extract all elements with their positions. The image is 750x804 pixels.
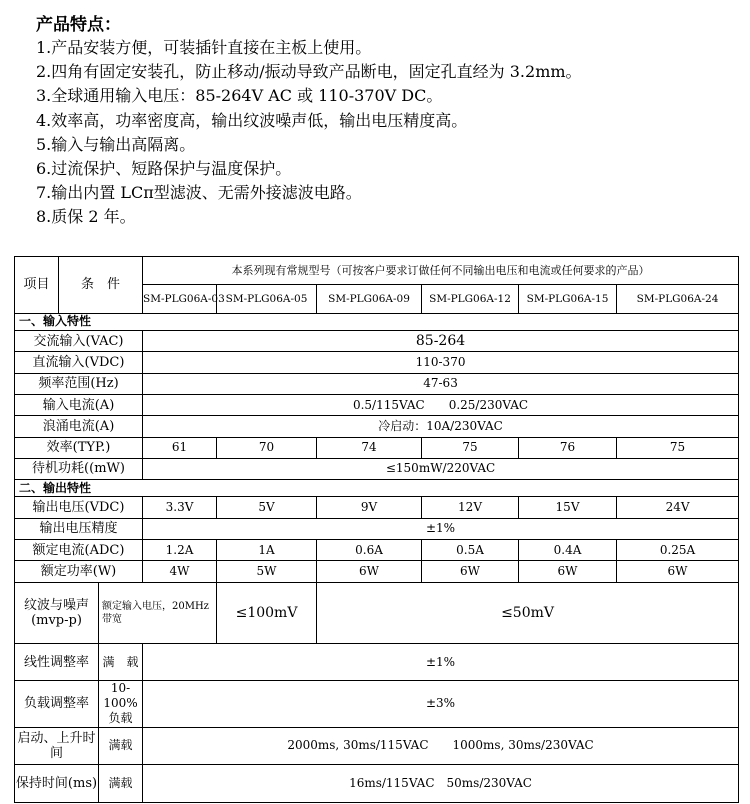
- table-row: [15, 313, 739, 330]
- dc-input-value: 110-370: [143, 352, 739, 373]
- efficiency-value: 75: [422, 437, 519, 458]
- standby-label: 待机功耗((mW): [15, 458, 143, 479]
- rated-power-value: 5W: [217, 561, 317, 582]
- startup-time-label: 启动、上升时 间: [15, 727, 99, 765]
- ac-input-label: 交流输入(VAC): [15, 331, 143, 352]
- header-series-desc: 本系列现有常规型号（可按客户要求订做任何不同输出电压和电流或任何要求的产品）: [143, 257, 739, 285]
- rated-current-value: 0.6A: [317, 539, 422, 560]
- model-cell: SM-PLG06A-09: [317, 285, 422, 313]
- model-cell: SM-PLG06A-05: [217, 285, 317, 313]
- efficiency-value: 61: [143, 437, 217, 458]
- rated-current-value: 1.2A: [143, 539, 217, 560]
- feature-item: 8.质保 2 年。: [36, 207, 136, 227]
- header-item: 项目: [15, 257, 59, 314]
- input-current-value: 0.5/115VAC 0.25/230VAC: [143, 394, 739, 415]
- hold-time-value: 16ms/115VAC 50ms/230VAC: [143, 765, 739, 803]
- output-voltage-value: 15V: [519, 497, 617, 518]
- rated-current-value: 0.25A: [617, 539, 739, 560]
- table-row: [15, 394, 739, 415]
- load-regulation-condition: 10-100%负载: [99, 681, 143, 728]
- model-cell: SM-PLG06A-03: [143, 285, 217, 313]
- table-row: [15, 518, 739, 539]
- output-voltage-label: 输出电压(VDC): [15, 497, 143, 518]
- output-voltage-value: 9V: [317, 497, 422, 518]
- efficiency-value: 70: [217, 437, 317, 458]
- table-row: [15, 480, 739, 497]
- startup-time-value: 2000ms, 30ms/115VAC 1000ms, 30ms/230VAC: [143, 727, 739, 765]
- rated-power-value: 6W: [519, 561, 617, 582]
- table-row: [15, 257, 739, 285]
- feature-item: 6.过流保护、短路保护与温度保护。: [36, 158, 292, 178]
- table-row: [15, 331, 739, 352]
- freq-value: 47-63: [143, 373, 739, 394]
- line-regulation-label: 线性调整率: [15, 644, 99, 681]
- table-row: [15, 352, 739, 373]
- efficiency-value: 75: [617, 437, 739, 458]
- input-current-label: 输入电流(A): [15, 394, 143, 415]
- feature-item: 2.四角有固定安装孔，防止移动/振动导致产品断电，固定孔直经为 3.2mm。: [36, 62, 582, 82]
- rated-current-value: 1A: [217, 539, 317, 560]
- table-row: [15, 539, 739, 560]
- startup-time-condition: 满载: [99, 727, 143, 765]
- rated-current-label: 额定电流(ADC): [15, 539, 143, 560]
- output-voltage-value: 3.3V: [143, 497, 217, 518]
- table-row: [15, 582, 739, 644]
- ripple-label: 纹波与噪声(mvp-p): [15, 582, 99, 644]
- hold-time-condition: 满载: [99, 765, 143, 803]
- rated-power-value: 6W: [617, 561, 739, 582]
- ripple-condition: 额定输入电压，20MHz 带宽: [99, 582, 217, 644]
- ripple-low-value: ≤100mV: [217, 582, 317, 644]
- ac-input-value: 85-264: [143, 331, 739, 352]
- table-row: [15, 765, 739, 803]
- rated-current-value: 0.5A: [422, 539, 519, 560]
- rated-power-value: 6W: [422, 561, 519, 582]
- table-row: [15, 561, 739, 582]
- rated-power-value: 4W: [143, 561, 217, 582]
- spec-table: [14, 256, 739, 803]
- feature-item: 4.效率高，功率密度高，输出纹波噪声低，输出电压精度高。: [36, 110, 468, 130]
- table-row: [15, 373, 739, 394]
- output-voltage-value: 12V: [422, 497, 519, 518]
- table-row: [15, 727, 739, 765]
- output-voltage-value: 5V: [217, 497, 317, 518]
- rated-power-label: 额定功率(W): [15, 561, 143, 582]
- load-regulation-value: ±3%: [143, 681, 739, 728]
- efficiency-value: 76: [519, 437, 617, 458]
- efficiency-value: 74: [317, 437, 422, 458]
- table-row: [15, 644, 739, 681]
- feature-item: 7.输出内置 LCπ型滤波、无需外接滤波电路。: [36, 183, 362, 203]
- header-condition: 条 件: [59, 257, 143, 314]
- load-regulation-label: 负载调整率: [15, 681, 99, 728]
- table-row: [15, 681, 739, 728]
- table-row: [15, 497, 739, 518]
- efficiency-label: 效率(TYP.): [15, 437, 143, 458]
- inrush-value: 冷启动：10A/230VAC: [143, 416, 739, 437]
- rated-current-value: 0.4A: [519, 539, 617, 560]
- section-output: 二、输出特性: [15, 480, 739, 497]
- model-cell: SM-PLG06A-24: [617, 285, 739, 313]
- accuracy-label: 输出电压精度: [15, 518, 143, 539]
- output-voltage-value: 24V: [617, 497, 739, 518]
- freq-label: 频率范围(Hz): [15, 373, 143, 394]
- ripple-high-value: ≤50mV: [317, 582, 739, 644]
- product-features: [36, 14, 582, 230]
- hold-time-label: 保持时间(ms): [15, 765, 99, 803]
- feature-item: 1.产品安装方便，可装插针直接在主板上使用。: [36, 38, 372, 57]
- table-row: [15, 416, 739, 437]
- standby-value: ≤150mW/220VAC: [143, 458, 739, 479]
- table-row: [15, 458, 739, 479]
- features-title: 产品特点：: [36, 15, 121, 35]
- feature-item: 3.全球通用输入电压：85-264V AC 或 110-370V DC。: [36, 86, 443, 106]
- feature-item: 5.输入与输出高隔离。: [36, 134, 196, 154]
- rated-power-value: 6W: [317, 561, 422, 582]
- line-regulation-condition: 满 载: [99, 644, 143, 681]
- inrush-label: 浪涌电流(A): [15, 416, 143, 437]
- dc-input-label: 直流输入(VDC): [15, 352, 143, 373]
- section-input: 一、输入特性: [15, 313, 739, 330]
- accuracy-value: ±1%: [143, 518, 739, 539]
- line-regulation-value: ±1%: [143, 644, 739, 681]
- table-row: [15, 437, 739, 458]
- model-cell: SM-PLG06A-15: [519, 285, 617, 313]
- model-cell: SM-PLG06A-12: [422, 285, 519, 313]
